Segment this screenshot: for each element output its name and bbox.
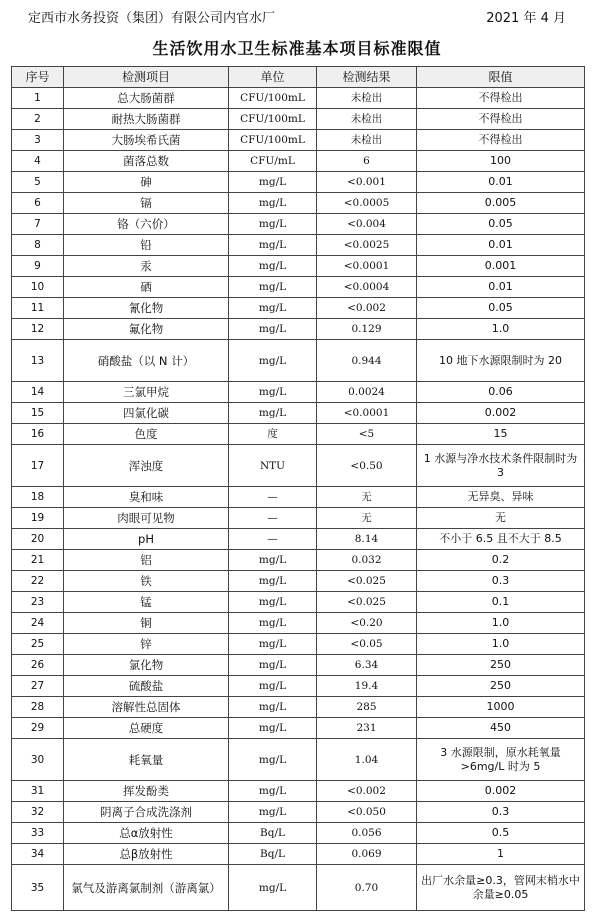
cell-item: 耐热大肠菌群: [64, 109, 229, 130]
cell-index: 33: [12, 823, 64, 844]
cell-index: 6: [12, 193, 64, 214]
table-row: [12, 256, 585, 277]
table-row: [12, 424, 585, 445]
cell-item: 锰: [64, 592, 229, 613]
cell-result: <0.025: [317, 571, 417, 592]
cell-unit: mg/L: [229, 256, 317, 277]
cell-result: 0.032: [317, 550, 417, 571]
cell-index: 30: [12, 739, 64, 781]
cell-result: 0.0024: [317, 382, 417, 403]
cell-index: 5: [12, 172, 64, 193]
cell-unit: mg/L: [229, 781, 317, 802]
cell-item: 阴离子合成洗涤剂: [64, 802, 229, 823]
cell-item: 锌: [64, 634, 229, 655]
cell-result: 未检出: [317, 130, 417, 151]
table-row: [12, 844, 585, 865]
table-row: [12, 109, 585, 130]
cell-unit: mg/L: [229, 655, 317, 676]
cell-limit: 0.06: [417, 382, 585, 403]
cell-index: 26: [12, 655, 64, 676]
cell-index: 11: [12, 298, 64, 319]
cell-limit: 1.0: [417, 319, 585, 340]
table-body: [12, 88, 585, 911]
table-row: [12, 592, 585, 613]
cell-index: 29: [12, 718, 64, 739]
cell-index: 10: [12, 277, 64, 298]
cell-item: 耗氧量: [64, 739, 229, 781]
cell-unit: —: [229, 508, 317, 529]
cell-unit: mg/L: [229, 277, 317, 298]
cell-unit: CFU/100mL: [229, 130, 317, 151]
cell-index: 7: [12, 214, 64, 235]
cell-limit: 0.2: [417, 550, 585, 571]
cell-index: 23: [12, 592, 64, 613]
table-row: [12, 634, 585, 655]
cell-unit: mg/L: [229, 382, 317, 403]
cell-item: 总大肠菌群: [64, 88, 229, 109]
cell-item: 总硬度: [64, 718, 229, 739]
cell-unit: mg/L: [229, 403, 317, 424]
table-row: [12, 697, 585, 718]
table-row: [12, 151, 585, 172]
cell-result: 231: [317, 718, 417, 739]
page-title: 生活饮用水卫生标准基本项目标准限值: [152, 39, 442, 58]
cell-result: 0.069: [317, 844, 417, 865]
cell-item: 铁: [64, 571, 229, 592]
cell-result: <0.0004: [317, 277, 417, 298]
cell-limit: 0.002: [417, 781, 585, 802]
table-row: [12, 865, 585, 911]
cell-result: <0.025: [317, 592, 417, 613]
report-header: [0, 0, 594, 34]
cell-unit: mg/L: [229, 172, 317, 193]
table-row: [12, 655, 585, 676]
table-row: [12, 130, 585, 151]
table-row: [12, 214, 585, 235]
cell-item: 氯气及游离氯制剂（游离氯）: [64, 865, 229, 911]
cell-limit: 0.5: [417, 823, 585, 844]
cell-item: 硫酸盐: [64, 676, 229, 697]
cell-result: 1.04: [317, 739, 417, 781]
cell-limit: 出厂水余量≥0.3，管网末梢水中余量≥0.05: [417, 865, 585, 911]
cell-item: 三氯甲烷: [64, 382, 229, 403]
cell-index: 25: [12, 634, 64, 655]
table-row: [12, 571, 585, 592]
cell-result: 6.34: [317, 655, 417, 676]
cell-result: 无: [317, 508, 417, 529]
cell-result: 0.129: [317, 319, 417, 340]
cell-limit: 1.0: [417, 634, 585, 655]
cell-item: 氰化物: [64, 298, 229, 319]
cell-result: 无: [317, 487, 417, 508]
cell-unit: mg/L: [229, 193, 317, 214]
cell-item: 浑浊度: [64, 445, 229, 487]
table-row: [12, 781, 585, 802]
cell-result: 0.70: [317, 865, 417, 911]
cell-limit: 0.3: [417, 571, 585, 592]
cell-result: 0.944: [317, 340, 417, 382]
cell-index: 14: [12, 382, 64, 403]
cell-result: 19.4: [317, 676, 417, 697]
cell-limit: 0.01: [417, 277, 585, 298]
cell-item: 铅: [64, 235, 229, 256]
cell-limit: 0.1: [417, 592, 585, 613]
cell-result: <5: [317, 424, 417, 445]
cell-index: 3: [12, 130, 64, 151]
table-row: [12, 88, 585, 109]
cell-item: 氯化物: [64, 655, 229, 676]
cell-item: 四氯化碳: [64, 403, 229, 424]
cell-index: 1: [12, 88, 64, 109]
cell-result: 0.056: [317, 823, 417, 844]
cell-limit: 1 水源与净水技术条件限制时为 3: [417, 445, 585, 487]
cell-limit: 0.01: [417, 235, 585, 256]
cell-item: 溶解性总固体: [64, 697, 229, 718]
cell-index: 15: [12, 403, 64, 424]
cell-limit: 0.005: [417, 193, 585, 214]
water-quality-table: [11, 66, 585, 911]
table-row: [12, 508, 585, 529]
cell-limit: 0.002: [417, 403, 585, 424]
cell-result: <0.20: [317, 613, 417, 634]
cell-unit: CFU/100mL: [229, 109, 317, 130]
cell-unit: —: [229, 487, 317, 508]
cell-unit: mg/L: [229, 697, 317, 718]
table-row: [12, 676, 585, 697]
cell-unit: mg/L: [229, 235, 317, 256]
cell-unit: mg/L: [229, 613, 317, 634]
cell-item: 硝酸盐（以 N 计）: [64, 340, 229, 382]
cell-index: 20: [12, 529, 64, 550]
cell-index: 2: [12, 109, 64, 130]
cell-item: 铝: [64, 550, 229, 571]
cell-index: 31: [12, 781, 64, 802]
cell-limit: 0.3: [417, 802, 585, 823]
cell-limit: 1.0: [417, 613, 585, 634]
cell-result: <0.50: [317, 445, 417, 487]
cell-result: <0.004: [317, 214, 417, 235]
cell-item: 总β放射性: [64, 844, 229, 865]
cell-result: <0.0001: [317, 256, 417, 277]
cell-index: 8: [12, 235, 64, 256]
cell-limit: 0.01: [417, 172, 585, 193]
column-header-limit: 限值: [417, 67, 585, 88]
table-row: [12, 802, 585, 823]
cell-result: 6: [317, 151, 417, 172]
table-row: [12, 403, 585, 424]
table-row: [12, 739, 585, 781]
cell-item: 挥发酚类: [64, 781, 229, 802]
cell-item: 铜: [64, 613, 229, 634]
cell-unit: mg/L: [229, 550, 317, 571]
cell-item: 总α放射性: [64, 823, 229, 844]
table-row: [12, 529, 585, 550]
cell-unit: mg/L: [229, 298, 317, 319]
cell-item: 肉眼可见物: [64, 508, 229, 529]
column-header-result: 检测结果: [317, 67, 417, 88]
cell-item: 臭和味: [64, 487, 229, 508]
cell-item: 砷: [64, 172, 229, 193]
cell-index: 13: [12, 340, 64, 382]
cell-result: <0.0005: [317, 193, 417, 214]
cell-item: 菌落总数: [64, 151, 229, 172]
cell-result: <0.0001: [317, 403, 417, 424]
cell-index: 9: [12, 256, 64, 277]
cell-item: 铬（六价）: [64, 214, 229, 235]
cell-item: 汞: [64, 256, 229, 277]
table-row: [12, 382, 585, 403]
cell-limit: 1000: [417, 697, 585, 718]
cell-index: 27: [12, 676, 64, 697]
cell-index: 12: [12, 319, 64, 340]
table-row: [12, 550, 585, 571]
cell-limit: 3 水源限制，原水耗氧量>6mg/L 时为 5: [417, 739, 585, 781]
cell-unit: mg/L: [229, 319, 317, 340]
cell-limit: 0.05: [417, 298, 585, 319]
table-row: [12, 298, 585, 319]
column-header-unit: 单位: [229, 67, 317, 88]
organization-name: 定西市水务投资（集团）有限公司内官水厂: [28, 11, 276, 26]
cell-limit: 1: [417, 844, 585, 865]
cell-limit: 不得检出: [417, 88, 585, 109]
cell-index: 28: [12, 697, 64, 718]
cell-item: 大肠埃希氏菌: [64, 130, 229, 151]
column-header-index: 序号: [12, 67, 64, 88]
cell-unit: CFU/mL: [229, 151, 317, 172]
cell-index: 18: [12, 487, 64, 508]
cell-limit: 不小于 6.5 且不大于 8.5: [417, 529, 585, 550]
cell-result: <0.001: [317, 172, 417, 193]
cell-result: 8.14: [317, 529, 417, 550]
cell-item: 氟化物: [64, 319, 229, 340]
cell-item: pH: [64, 529, 229, 550]
cell-result: <0.0025: [317, 235, 417, 256]
cell-unit: Bq/L: [229, 844, 317, 865]
cell-index: 22: [12, 571, 64, 592]
cell-limit: 100: [417, 151, 585, 172]
cell-result: 未检出: [317, 109, 417, 130]
table-row: [12, 445, 585, 487]
cell-unit: mg/L: [229, 634, 317, 655]
cell-result: <0.002: [317, 298, 417, 319]
table-row: [12, 823, 585, 844]
column-header-item: 检测项目: [64, 67, 229, 88]
cell-index: 17: [12, 445, 64, 487]
cell-unit: mg/L: [229, 214, 317, 235]
table-row: [12, 277, 585, 298]
cell-index: 24: [12, 613, 64, 634]
cell-limit: 无异臭、异味: [417, 487, 585, 508]
cell-unit: mg/L: [229, 340, 317, 382]
cell-index: 32: [12, 802, 64, 823]
table-row: [12, 613, 585, 634]
cell-unit: 度: [229, 424, 317, 445]
report-date: 2021 年 4 月: [486, 11, 566, 26]
cell-unit: mg/L: [229, 676, 317, 697]
cell-result: <0.002: [317, 781, 417, 802]
cell-limit: 不得检出: [417, 130, 585, 151]
cell-unit: mg/L: [229, 802, 317, 823]
table-row: [12, 340, 585, 382]
table-row: [12, 193, 585, 214]
cell-limit: 250: [417, 655, 585, 676]
cell-index: 35: [12, 865, 64, 911]
cell-result: <0.050: [317, 802, 417, 823]
cell-item: 镉: [64, 193, 229, 214]
table-row: [12, 235, 585, 256]
cell-limit: 10 地下水源限制时为 20: [417, 340, 585, 382]
cell-item: 色度: [64, 424, 229, 445]
cell-unit: mg/L: [229, 592, 317, 613]
cell-limit: 0.001: [417, 256, 585, 277]
cell-limit: 0.05: [417, 214, 585, 235]
table-row: [12, 487, 585, 508]
cell-unit: CFU/100mL: [229, 88, 317, 109]
cell-result: <0.05: [317, 634, 417, 655]
cell-unit: mg/L: [229, 571, 317, 592]
table-row: [12, 172, 585, 193]
cell-index: 4: [12, 151, 64, 172]
cell-unit: —: [229, 529, 317, 550]
cell-unit: NTU: [229, 445, 317, 487]
cell-index: 16: [12, 424, 64, 445]
table-row: [12, 319, 585, 340]
cell-item: 硒: [64, 277, 229, 298]
cell-limit: 无: [417, 508, 585, 529]
cell-index: 19: [12, 508, 64, 529]
cell-limit: 15: [417, 424, 585, 445]
cell-limit: 250: [417, 676, 585, 697]
cell-limit: 不得检出: [417, 109, 585, 130]
cell-unit: mg/L: [229, 739, 317, 781]
cell-unit: mg/L: [229, 865, 317, 911]
cell-unit: mg/L: [229, 718, 317, 739]
cell-result: 未检出: [317, 88, 417, 109]
cell-result: 285: [317, 697, 417, 718]
cell-limit: 450: [417, 718, 585, 739]
cell-index: 21: [12, 550, 64, 571]
cell-unit: Bq/L: [229, 823, 317, 844]
table-header-row: [12, 67, 585, 88]
table-row: [12, 718, 585, 739]
cell-index: 34: [12, 844, 64, 865]
